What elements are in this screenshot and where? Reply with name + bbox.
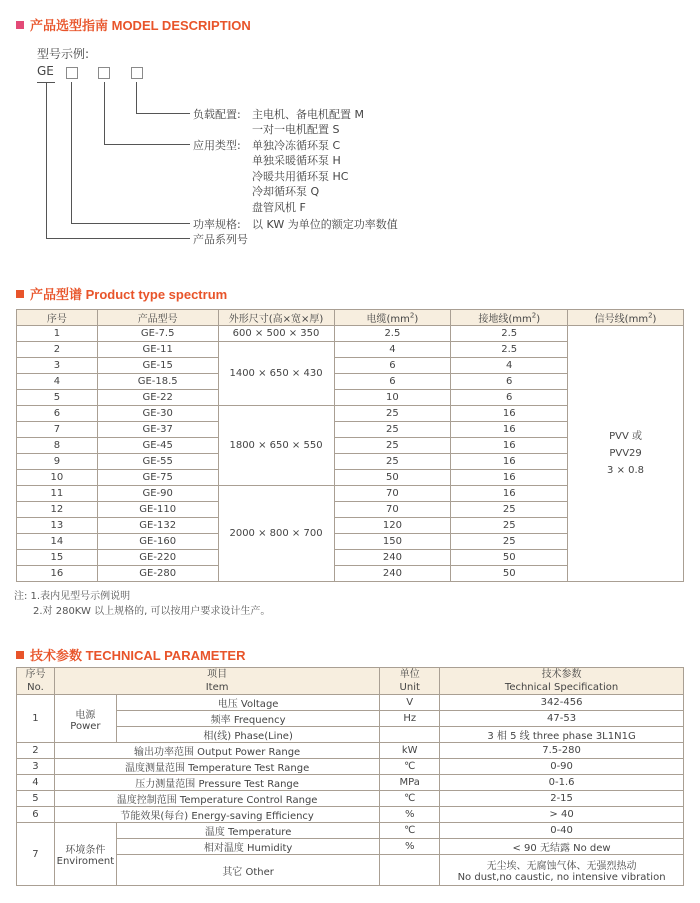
cable-cell: 25 (334, 406, 451, 422)
spec-cell: 342-456 (440, 695, 684, 711)
app-option-h: 单独采暖循环泵 H (252, 154, 341, 167)
col-no: 序号 No. (17, 668, 55, 695)
size-cell: 1400 × 650 × 430 (218, 342, 334, 406)
note-2: 2.对 280KW 以上规格的, 可以按用户要求设计生产。 (33, 606, 271, 617)
app-type-label: 应用类型: (193, 139, 241, 152)
col-unit: 单位 Unit (380, 668, 440, 695)
ground-cell: 16 (451, 422, 568, 438)
power-box (66, 67, 78, 79)
size-cell: 600 × 500 × 350 (218, 326, 334, 342)
unit-cell: Hz (380, 711, 440, 727)
ground-cell: 25 (451, 502, 568, 518)
series-leader (46, 82, 47, 238)
unit-cell (380, 727, 440, 743)
row-no: 1 (17, 326, 98, 342)
env-group: 环境条件 Enviroment (54, 823, 116, 886)
model-cell: GE-110 (97, 502, 218, 518)
model-cell: GE-30 (97, 406, 218, 422)
spec-cell: < 90 无结露 No dew (440, 839, 684, 855)
item-temp-test: 温度测量范围 Temperature Test Range (54, 759, 379, 775)
series-label: 产品系列号 (193, 233, 248, 246)
ground-cell: 6 (451, 390, 568, 406)
model-cell: GE-132 (97, 518, 218, 534)
row-no: 13 (17, 518, 98, 534)
cable-cell: 25 (334, 454, 451, 470)
ground-cell: 50 (451, 566, 568, 582)
unit-cell: ℃ (380, 791, 440, 807)
signal-line: 3 × 0.8 (607, 465, 645, 476)
col-item: 项目 Item (54, 668, 379, 695)
spec-cell: 2-15 (440, 791, 684, 807)
note-1: 注: 1.表内见型号示例说明 (14, 591, 131, 602)
spec-cell: > 40 (440, 807, 684, 823)
power-group: 电源 Power (54, 695, 116, 743)
item-frequency: 频率 Frequency (116, 711, 379, 727)
model-cell: GE-7.5 (97, 326, 218, 342)
ground-cell: 16 (451, 406, 568, 422)
app-option-hc: 冷暖共用循环泵 HC (252, 170, 349, 183)
spec-cell: 3 相 5 线 three phase 3L1N1G (440, 727, 684, 743)
col-cable: 电缆$(mm^2)$ (334, 310, 451, 326)
model-prefix: GE (37, 64, 54, 78)
col-model: 产品型号 (97, 310, 218, 326)
model-cell: GE-90 (97, 486, 218, 502)
spec-cell: 7.5-280 (440, 743, 684, 759)
row-no: 5 (17, 390, 98, 406)
size-cell: 2000 × 800 × 700 (218, 486, 334, 582)
model-cell: GE-22 (97, 390, 218, 406)
row-no: 14 (17, 534, 98, 550)
load-box (131, 67, 143, 79)
unit-cell: kW (380, 743, 440, 759)
cable-cell: 120 (334, 518, 451, 534)
row-no: 4 (17, 775, 55, 791)
row-no: 6 (17, 406, 98, 422)
power-leader (71, 82, 72, 223)
row-no: 4 (17, 374, 98, 390)
app-option-q: 冷却循环泵 Q (252, 185, 320, 198)
item-phase: 相(线) Phase(Line) (116, 727, 379, 743)
ground-cell: 25 (451, 534, 568, 550)
row-no: 3 (17, 759, 55, 775)
power-spec-label: 功率规格: (193, 218, 241, 231)
unit-cell: V (380, 695, 440, 711)
row-no: 6 (17, 807, 55, 823)
row-no: 16 (17, 566, 98, 582)
table-row (17, 791, 684, 807)
ground-cell: 16 (451, 454, 568, 470)
table-row (17, 807, 684, 823)
table-row (17, 743, 684, 759)
technical-table (16, 667, 684, 886)
model-cell: GE-55 (97, 454, 218, 470)
item-output-power: 输出功率范围 Output Power Range (54, 743, 379, 759)
spec-cell: 0-90 (440, 759, 684, 775)
model-cell: GE-15 (97, 358, 218, 374)
load-leader-h (136, 113, 190, 114)
load-option-s: 一对一电机配置 S (252, 123, 340, 136)
row-no: 3 (17, 358, 98, 374)
load-option-m: 主电机、备电机配置 M (252, 108, 364, 121)
cable-cell: 10 (334, 390, 451, 406)
load-leader (136, 82, 137, 113)
table-row (17, 759, 684, 775)
table-row (17, 727, 684, 743)
cable-cell: 240 (334, 566, 451, 582)
table-row (17, 326, 684, 342)
spec-cell: 0-1.6 (440, 775, 684, 791)
spec-cell: 47-53 (440, 711, 684, 727)
row-no: 8 (17, 438, 98, 454)
table-header-row (17, 668, 684, 695)
row-no: 10 (17, 470, 98, 486)
ground-cell: 6 (451, 374, 568, 390)
row-no: 5 (17, 791, 55, 807)
cable-cell: 150 (334, 534, 451, 550)
row-no: 7 (17, 823, 55, 886)
ground-cell: 16 (451, 470, 568, 486)
app-leader (104, 82, 105, 144)
row-no: 2 (17, 743, 55, 759)
signal-line: PVV29 (609, 448, 642, 459)
col-signal: 信号线$(mm^2)$ (568, 310, 684, 326)
ground-cell: 2.5 (451, 326, 568, 342)
col-no: 序号 (17, 310, 98, 326)
table-row (17, 775, 684, 791)
table-row (17, 839, 684, 855)
row-no: 2 (17, 342, 98, 358)
model-cell: GE-37 (97, 422, 218, 438)
model-cell: GE-280 (97, 566, 218, 582)
unit-cell: MPa (380, 775, 440, 791)
col-size: 外形尺寸(高×宽×厚) (218, 310, 334, 326)
spec-cell: 0-40 (440, 823, 684, 839)
ground-cell: 4 (451, 358, 568, 374)
cable-cell: 70 (334, 486, 451, 502)
model-cell: GE-160 (97, 534, 218, 550)
item-efficiency: 节能效果(每台) Energy-saving Efficiency (54, 807, 379, 823)
ground-cell: 16 (451, 486, 568, 502)
series-leader-h (46, 238, 190, 239)
table-row (17, 855, 684, 886)
size-cell: 1800 × 650 × 550 (218, 406, 334, 486)
table-row (17, 711, 684, 727)
model-diagram (0, 0, 700, 260)
col-ground: 接地线$(mm^2)$ (451, 310, 568, 326)
ground-cell: 25 (451, 518, 568, 534)
signal-line: PVV 或 (609, 431, 642, 442)
row-no: 7 (17, 422, 98, 438)
cable-cell: 6 (334, 358, 451, 374)
spectrum-section-title: 产品型谱 Product type spectrum (16, 284, 227, 303)
load-config-label: 负载配置: (193, 108, 241, 121)
cable-cell: 50 (334, 470, 451, 486)
item-other: 其它 Other (116, 855, 379, 886)
cable-cell: 70 (334, 502, 451, 518)
model-section-title: 产品选型指南 MODEL DESCRIPTION (16, 15, 251, 34)
ground-cell: 16 (451, 438, 568, 454)
cable-cell: 2.5 (334, 326, 451, 342)
cable-cell: 4 (334, 342, 451, 358)
application-box (98, 67, 110, 79)
cable-cell: 240 (334, 550, 451, 566)
cable-cell: 6 (334, 374, 451, 390)
power-leader-h (71, 223, 190, 224)
row-no: 11 (17, 486, 98, 502)
technical-section-title: 技术参数 TECHNICAL PARAMETER (16, 645, 245, 664)
row-no: 9 (17, 454, 98, 470)
item-temp-control: 温度控制范围 Temperature Control Range (54, 791, 379, 807)
example-label: 型号示例: (37, 47, 90, 61)
power-spec-desc: 以 KW 为单位的额定功率数值 (252, 218, 398, 231)
unit-cell (380, 855, 440, 886)
ground-cell: 50 (451, 550, 568, 566)
item-humidity: 相对温度 Humidity (116, 839, 379, 855)
row-no: 15 (17, 550, 98, 566)
model-cell: GE-75 (97, 470, 218, 486)
app-option-f: 盘管风机 F (252, 201, 306, 214)
model-cell: GE-220 (97, 550, 218, 566)
item-voltage: 电压 Voltage (116, 695, 379, 711)
table-row (17, 695, 684, 711)
cable-cell: 25 (334, 422, 451, 438)
bullet-square-icon (16, 290, 24, 298)
spec-cell: 无尘埃、无腐蚀气体、无强烈热动 No dust,no caustic, no intensive vibration (440, 855, 684, 886)
model-cell: GE-45 (97, 438, 218, 454)
unit-cell: ℃ (380, 759, 440, 775)
table-header-row (17, 310, 684, 326)
bullet-square-icon (16, 651, 24, 659)
item-pressure: 压力测量范围 Pressure Test Range (54, 775, 379, 791)
model-cell: GE-18.5 (97, 374, 218, 390)
signal-cell (568, 326, 684, 582)
item-temperature: 温度 Temperature (116, 823, 379, 839)
ground-cell: 2.5 (451, 342, 568, 358)
table-row (17, 823, 684, 839)
spectrum-table (16, 309, 684, 582)
unit-cell: ℃ (380, 823, 440, 839)
row-no: 1 (17, 695, 55, 743)
cable-cell: 25 (334, 438, 451, 454)
model-cell: GE-11 (97, 342, 218, 358)
row-no: 12 (17, 502, 98, 518)
unit-cell: % (380, 839, 440, 855)
app-leader-h (104, 144, 190, 145)
app-option-c: 单独冷冻循环泵 C (252, 139, 341, 152)
col-spec: 技术参数 Technical Specification (440, 668, 684, 695)
unit-cell: % (380, 807, 440, 823)
